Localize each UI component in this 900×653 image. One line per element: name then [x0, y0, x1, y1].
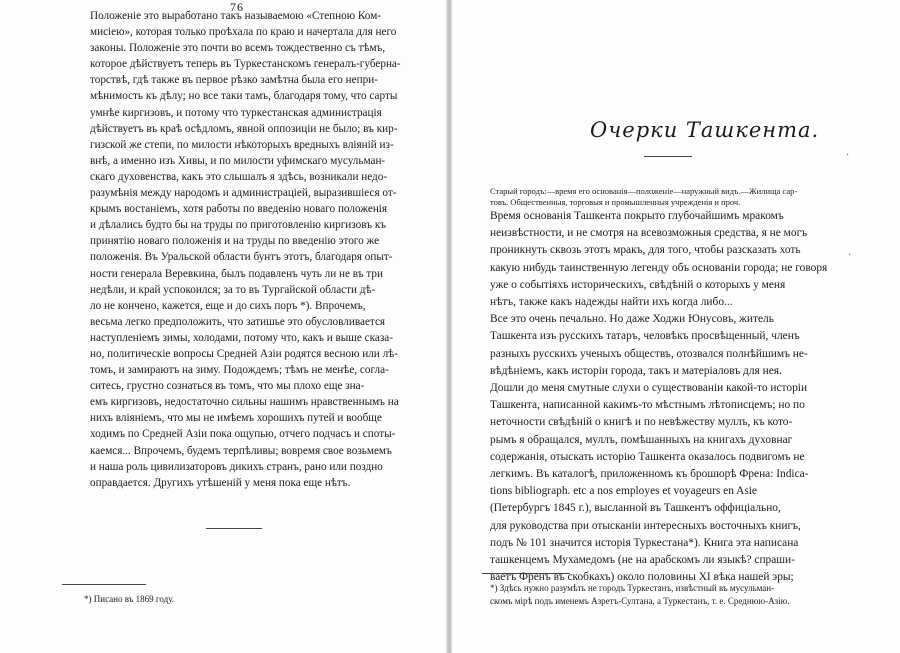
text-line: Ташкента изъ русскихъ татаръ, человѣкъ просвѣщенный, членъ — [490, 330, 800, 343]
right-footnote — [490, 582, 850, 608]
heading-rule — [644, 156, 692, 157]
text-line: для руководства при отысканіи интересныхъ восточныхъ книгъ, — [490, 519, 801, 532]
text-line: умнѣе киргизовъ, и потому что туркестанская администрація — [90, 106, 382, 119]
print-speck: · — [848, 250, 852, 261]
text-line: положенія. Въ Уральской области бунтъ этотъ, благодаря опыт- — [90, 251, 393, 264]
text-line: нѣтъ, также какъ надежды найти ихъ когда либо... — [490, 296, 733, 309]
print-speck: · — [846, 150, 850, 161]
text-line: скаго духовенства, какъ это слышалъ я здѣсь, возникали недо- — [90, 170, 388, 183]
text-line: Положеніе это выработано такъ называемою «Степною Ком- — [90, 10, 381, 22]
text-line: Дошли до меня смутные слухи о существованіи какой-то исторіи — [490, 382, 808, 395]
text-line: ситесь, грустно сознаться въ томъ, что мы плохо еще зна- — [90, 380, 365, 393]
text-line: Ташкента, написанной какимъ-то мѣстнымъ лѣтописцемъ; но по — [490, 399, 805, 412]
text-line: Время основанія Ташкента покрыто глубочайшимъ мракомъ — [490, 210, 784, 222]
text-line: наступленіемъ зимы, холодами, потому что, какъ и выше сказа- — [90, 331, 393, 344]
text-line: оправдается. Другихъ утѣшеній у меня пока еще нѣтъ. — [90, 476, 351, 489]
text-line: торствѣ, гдѣ также въ первое рѣзко замѣтна была его непри- — [90, 74, 378, 87]
text-line: какую нибудь таинственную легенду объ основаніи города; не говоря — [490, 261, 828, 274]
text-line: которое дѣйствуетъ теперь въ Туркестанскомъ генералъ-губерна- — [90, 58, 401, 71]
text-line: скомъ мірѣ подъ именемъ Азретъ-Султана, а Туркестанъ, т. е. Среднюю-Азію. — [490, 596, 790, 606]
text-line: разныхъ русскихъ ученыхъ обществъ, отозвался полнѣйшимъ не- — [490, 347, 808, 360]
text-line: проникнуть сквозь этотъ мракъ, для того, чтобы разсказать хоть — [490, 244, 801, 257]
text-line: внѣ, а именно изъ Хивы, и по милости уфимскаго мусульман- — [90, 154, 386, 167]
text-line: мисіею», которая только проѣхала по краю и начертала для него — [90, 26, 397, 39]
text-line: законы. Положеніе это почти во всемъ тождественно съ тѣмъ, — [90, 42, 386, 55]
text-line: крымъ востаніемъ, хотя работы по введенію новаго положенія — [90, 203, 388, 216]
text-line: и наша роль цивилизаторовъ дикихъ странъ, рано или поздно — [90, 460, 383, 473]
text-line: ходимъ по Средней Азіи пока ощупью, отчего подчасъ и споты- — [90, 428, 396, 441]
text-line: ности генерала Веревкина, былъ подавленъ чуть ли не въ три — [90, 267, 383, 280]
text-line: но, политическіе вопросы Средней Азіи родятся весною или лѣ- — [90, 347, 398, 360]
text-line: весьма легко предположить, что затишье это обусловливается — [90, 315, 386, 328]
text-line: товъ. Общественныя, торговыя и промышленныя учрежденія и проч. — [490, 196, 741, 207]
text-line: каемся... Впрочемъ, будемъ терпѣливы; вовремя свое возьмемъ — [90, 444, 392, 457]
text-line: уже о событіяхъ историческихъ, свѣдѣній о которыхъ у меня — [490, 278, 786, 291]
chapter-heading: Очерки Ташкента. — [590, 118, 820, 142]
text-line: разумѣнія между народомъ и администраціей, выразившіеся от- — [90, 187, 397, 200]
text-line: мѣнимость къ дѣлу; но все таки тамъ, благодаря тому, что сарты — [90, 90, 398, 103]
text-line: tions bibliograph. etc a nos employes et voyageurs en Asie — [490, 485, 757, 498]
text-line: ло не кончено, кажется, еще и до сихъ поръ *). Впрочемъ, — [90, 299, 366, 312]
text-line: неточности свѣдѣній о книгѣ и по невѣжеству муллъ, къ кото- — [490, 416, 793, 429]
text-line: (Петербургъ 1845 г.), высланной въ Ташкентъ оффиціально, — [490, 502, 781, 515]
page-number: 76 — [230, 0, 244, 14]
footnote-rule — [482, 573, 570, 574]
text-line: гизской же степи, по милости нѣкоторыхъ вредныхъ вліяній из- — [90, 138, 394, 151]
text-line: вѣдѣніемъ, какъ исторіи города, такъ и матеріаловъ для нея. — [490, 364, 782, 377]
text-line: содержанія, отыскать исторію Ташкента оказалось подвигомъ не — [490, 450, 805, 463]
text-line: емъ киргизовъ, недостаточно сильны нашимъ нравственнымъ на — [90, 396, 399, 409]
left-page-body — [90, 8, 415, 491]
left-footnote: *) Писано въ 1869 году. — [84, 594, 175, 604]
text-line: дѣйствуетъ въ краѣ осѣдломъ, явной оппозиціи не было; въ кир- — [90, 122, 398, 135]
chapter-subtitle — [490, 186, 830, 207]
text-line: Старый городъ:—время его основанія—положеніе—наружный видъ.—Жилища сар- — [490, 186, 798, 196]
section-end-rule — [206, 528, 262, 529]
text-line: ташкенцемъ Мухамедомъ (не на арабскомъ ли языкѣ? спраши- — [490, 554, 795, 567]
text-line: принятію новаго положенія и на труды по введенію этого же — [90, 235, 380, 248]
text-line: легкимъ. Въ каталогѣ, приложенномъ къ брошюрѣ Френа: Indica- — [490, 468, 809, 481]
text-line: томъ, и замираютъ на зиму. Подождемъ; тѣмъ не менѣе, согла- — [90, 364, 389, 377]
text-line: и дѣлались будто бы на труды по приготовленію киргизовъ къ — [90, 219, 387, 232]
text-line: ваетъ Френъ въ скобкахъ) около половины XI вѣка нашей эры; — [490, 571, 794, 584]
text-line: рымъ я обращался, муллъ, помѣшанныхъ на книгахъ духовнаг — [490, 433, 793, 446]
text-line: *) Здѣсь нужно разумѣть не городъ Туркестанъ, извѣстный въ мусульман- — [490, 583, 775, 593]
text-line: Все это очень печально. Но даже Ходжи Юнусовъ, житель — [490, 313, 774, 326]
text-line: недѣли, и край успокоился; за то въ Тургайской области дѣ- — [90, 283, 376, 296]
footnote-rule — [62, 584, 146, 585]
text-line: нихъ вліяніемъ, что мы не имѣемъ хорошихъ путей и вообще — [90, 412, 382, 425]
text-line: подъ № 101 значится исторія Туркестана*). Книга эта написана — [490, 536, 799, 549]
text-line: неизвѣстности, и не смотря на всевозможныя средства, я не могъ — [490, 227, 808, 240]
right-page-body — [490, 208, 830, 586]
